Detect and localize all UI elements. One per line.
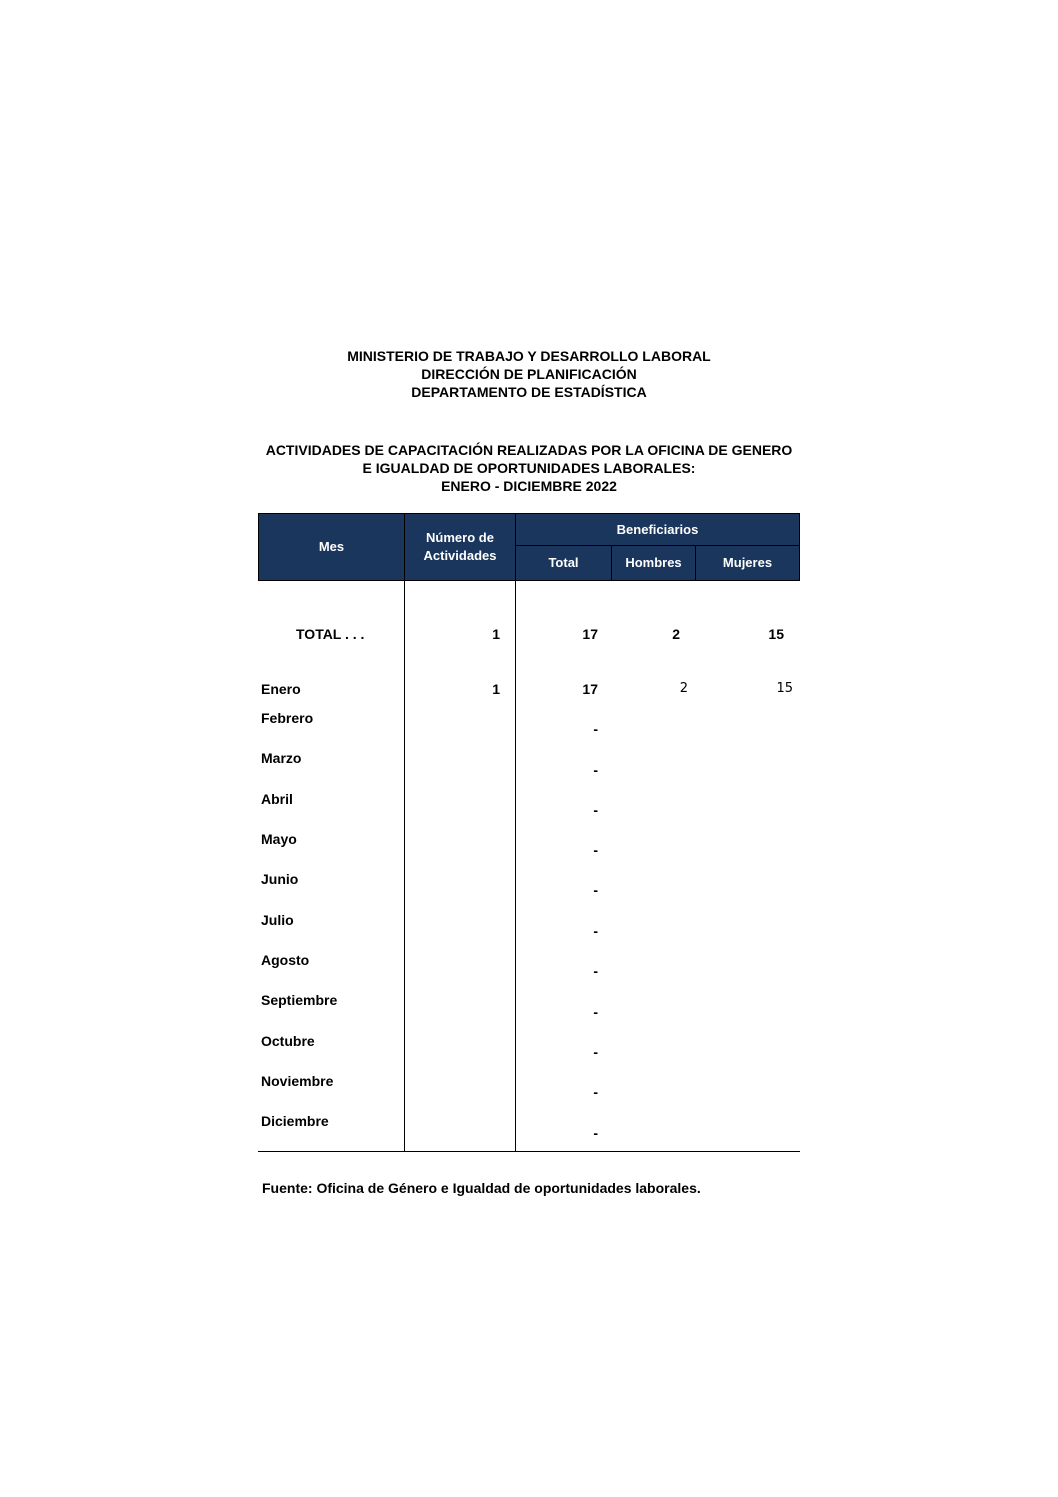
col-header-total: Total [515, 545, 612, 581]
ministry-name: MINISTERIO DE TRABAJO Y DESARROLLO LABORAL [347, 348, 711, 364]
row-mes: Junio [261, 871, 299, 887]
row-mes: Febrero [261, 710, 314, 726]
column-divider [404, 581, 405, 1152]
row-mes: Enero [261, 681, 301, 697]
row-total: - [593, 721, 598, 737]
title-line-1: ACTIVIDADES DE CAPACITACIÓN REALIZADAS POR LA OFICINA DE GENERO [265, 442, 793, 458]
column-divider [515, 581, 516, 1152]
total-row-label: TOTAL . . . [296, 626, 365, 642]
row-actividades: 1 [492, 681, 500, 697]
col-header-mes: Mes [258, 513, 405, 581]
row-mes: Abril [261, 791, 293, 807]
row-mes: Octubre [261, 1033, 315, 1049]
title-line-2: E IGUALDAD DE OPORTUNIDADES LABORALES: [362, 460, 696, 476]
row-mes: Marzo [261, 750, 302, 766]
row-mes: Diciembre [261, 1113, 329, 1129]
total-row-mujeres: 15 [768, 626, 784, 642]
col-header-hombres: Hombres [611, 545, 696, 581]
row-total: - [593, 923, 598, 939]
title-line-3: ENERO - DICIEMBRE 2022 [441, 478, 617, 494]
row-total: - [593, 802, 598, 818]
activities-table [258, 513, 800, 1153]
row-total: - [593, 842, 598, 858]
row-total: - [593, 882, 598, 898]
row-mes: Noviembre [261, 1073, 334, 1089]
source-note: Fuente: Oficina de Género e Igualdad de oportunidades laborales. [262, 1180, 701, 1196]
table-bottom-rule [258, 1151, 800, 1152]
total-row-actividades: 1 [492, 626, 500, 642]
row-total: - [593, 1084, 598, 1100]
row-hombres: 2 [679, 681, 688, 696]
row-mes: Mayo [261, 831, 297, 847]
table-title [0, 441, 1058, 495]
directorate-name: DIRECCIÓN DE PLANIFICACIÓN [421, 366, 637, 382]
col-header-numero-actividades: Número de Actividades [404, 513, 516, 581]
row-total: - [593, 1004, 598, 1020]
col-header-mujeres: Mujeres [695, 545, 800, 581]
row-mes: Septiembre [261, 992, 338, 1008]
row-mes: Agosto [261, 952, 310, 968]
department-name: DEPARTAMENTO DE ESTADÍSTICA [411, 384, 647, 400]
row-mujeres: 15 [776, 681, 793, 696]
row-total: 17 [582, 681, 598, 697]
col-header-beneficiarios: Beneficiarios [515, 513, 800, 546]
ministry-header [0, 347, 1058, 401]
row-mes: Julio [261, 912, 294, 928]
row-total: - [593, 762, 598, 778]
total-row-total: 17 [582, 626, 598, 642]
row-total: - [593, 963, 598, 979]
row-total: - [593, 1044, 598, 1060]
row-total: - [593, 1125, 598, 1141]
total-row-hombres: 2 [672, 626, 680, 642]
